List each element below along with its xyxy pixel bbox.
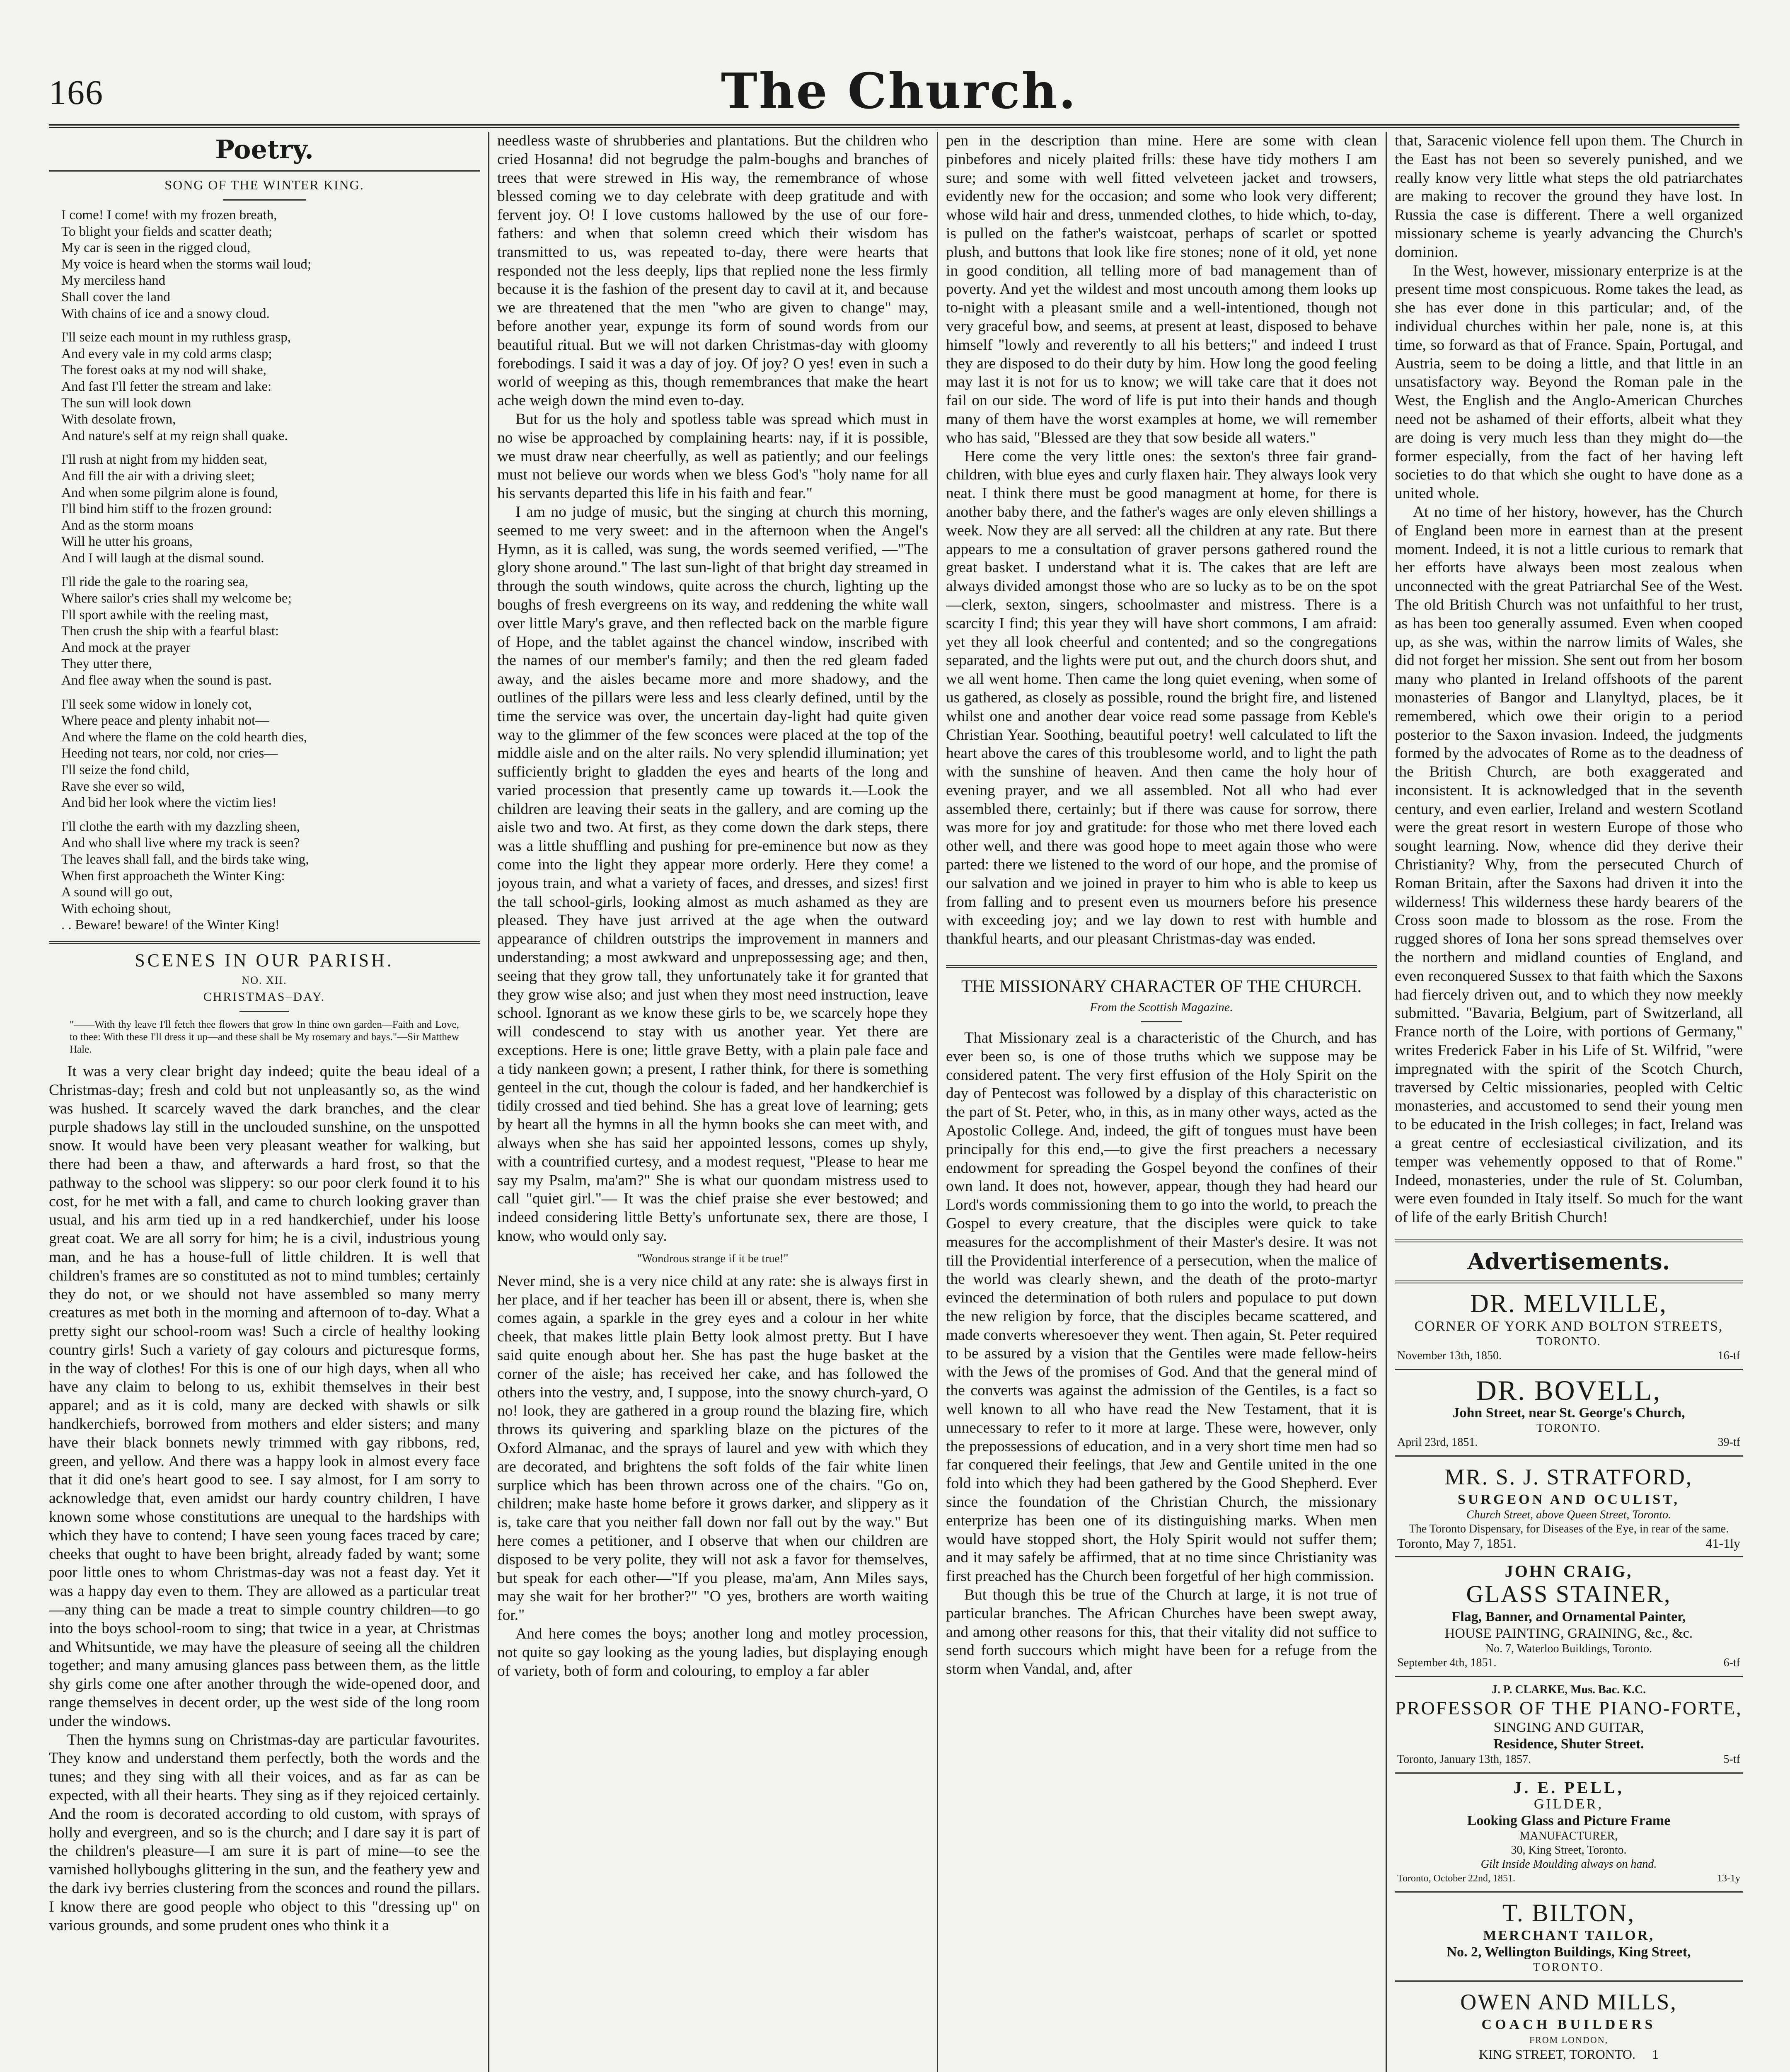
ad-code: 1 <box>1652 2047 1659 2062</box>
ad-footer <box>1395 1435 1743 1450</box>
ad-line: TORONTO. <box>1533 1961 1604 1974</box>
ad-code: 6-tf <box>1723 1656 1740 1670</box>
ad-date: November 13th, 1850. <box>1397 1349 1502 1363</box>
missionary-title: THE MISSIONARY CHARACTER OF THE CHURCH. <box>961 977 1362 997</box>
ad-line: FROM LONDON, <box>1529 2035 1609 2045</box>
ad-line: The Toronto Dispensary, for Diseases of the Eye, in rear of the same. <box>1408 1523 1729 1536</box>
ad-footer <box>1395 1536 1743 1550</box>
divider <box>1395 1239 1743 1242</box>
scenes-paragraph: Never mind, she is a very nice child at any rate: she is always first in her place, and if her teacher has been ill or absent, there is, when she comes again, a sparkle in the grey eyes and a colour in her white cheek, that makes little plain Betty look almost pretty. But I have said quite enough about her. She has past the huge basket at the corner of the aisle; has received her cake, and has followed the others into the vestry, and, I suppose, into the snowy church-yard, O no! look, they are gathered in a group round the blazing fire, which throws its quivering and sparkling blaze on the pictures of the Oxford Almanac, and the sprays of laurel and yew with which they are decorated, and brightens the soft folds of the fair white linen surplice which has been thrown across one of the chairs. "Go on, children; make haste home before it grows darker, and slippery as it is, take care that you neither fall down nor fall out by the way." But here comes a petitioner, and I observe that when our children are disposed to be very polite, they will not ask a favor for themselves, but speak for each other—"If you please, ma'am, Ann Miles says, may she wait for her brother?" "O yes, brothers are worth waiting for." <box>497 1272 928 1624</box>
scenes-paragraph: pen in the description than mine. Here are some with clean pinbefores and nicely plaited frills: these have tidy mothers I am sure; and some with well fitted velveteen jacket and trowsers, evidently new for the occasion; and some who look very different; whose wild hair and dress, unmended clothes, to hide which, to-day, is pulled on the father's waistcoat, perhaps of scarlet or spotted plush, and buttons that look like fire stones; none of it old, yet none in good condition, all telling more of bad management than of poverty. And yet the wildest and most uncouth among them looks up to-night with a pleasant smile and a well-intentioned, though not very graceful bow, and seems, at present at least, disposed to behave himself "lowly and reverently to all his betters;" and indeed I trust they are disposed to do their duty by him. How long the good feeling may last it is not for us to know; we will take care that it does not fail on our side. The word of life is put into their hands and though many of them have the worst examples at home, we will remember who has said, "Blessed are they that sow beside all waters." <box>946 132 1377 446</box>
divider <box>239 1011 289 1012</box>
ad-line: GLASS STAINER, <box>1466 1581 1671 1608</box>
poem-title: SONG OF THE WINTER KING. <box>164 177 364 192</box>
ad-date: April 23rd, 1851. <box>1397 1436 1478 1449</box>
poem-body <box>49 207 480 934</box>
scenes-paragraph: But for us the holy and spotless table was spread which must in no wise be approached by complaining hearts: nay, if it is possible, we must draw near cheerfully, as well as patiently; and our feelings must not believe our words when we bless God's "holy name for all his servants departed this life in his faith and fear." <box>497 410 928 502</box>
ad-name: MR. S. J. STRATFORD, <box>1444 1464 1693 1490</box>
ad-code: 39-tf <box>1717 1436 1740 1449</box>
column-divider <box>488 132 489 2072</box>
ad-date: Toronto, October 22nd, 1851. <box>1397 1873 1515 1884</box>
divider <box>1395 1556 1743 1557</box>
ad-code: 13-1y <box>1717 1873 1740 1884</box>
missionary-paragraph: That Missionary zeal is a characteristic of the Church, and has ever been so, is one of those truths which we suppose may be considered patent. The very first effusion of the Holy Spirit on the day of Pentecost was followed by a display of this characteristic on the part of St. Peter, who, in this, as in many other ways, acted as the Apostolic College. And, indeed, the gift of tongues must have been principally for this end,—to give the first preachers a necessary endowment for spreading the Gospel beyond the confines of their own land. It does not, however, appear, though they had heard our Lord's words commissioning them to go into the world, to preach the Gospel to every creature, that the disciples were quick to take measures for the accomplishment of their Master's desire. It was not till the Providential interference of a persecution, when the malice of the world was clearly shewn, and the death of the proto-martyr evinced the determination of both rulers and populace to put down the new religion by force, that the disciples became scattered, and made converts wheresoever they went. Then again, St. Peter required to be assured by a vision that the Gentiles were made fellow-heirs with the Jews of the promises of God. And that the general mind of the converts was against the admission of the Gentiles, is a fact so well known to all who have read the New Testament, that it is unnecessary to refer to it more at large. These were, however, only the prepossessions of education, and in a very short time men had so far conquered their feelings, that Jew and Gentile united in the one fold into which they had been gathered by the Good Shepherd. Ever since the foundation of the Christian Church, the missionary enterprize has been one of its distinguishing marks. When men would have stopped short, the Holy Spirit would not suffer them; and it may safely be affirmed, that at no time since Christianity was first preached has the Church been forgetful of her high commission. <box>946 1029 1377 1585</box>
ad-line: 30, King Street, Toronto. <box>1511 1844 1627 1857</box>
ad-line: MERCHANT TAILOR, <box>1483 1928 1655 1944</box>
column-4 <box>1395 132 1743 2072</box>
poetry-heading: Poetry. <box>215 134 314 165</box>
divider <box>1395 1280 1743 1283</box>
ad-line: PROFESSOR OF THE PIANO-FORTE, <box>1395 1697 1742 1719</box>
advertisements-heading: Advertisements. <box>1467 1248 1670 1275</box>
scenes-title: SCENES IN OUR PARISH. <box>135 950 394 971</box>
ad-line: Residence, Shuter Street. <box>1493 1736 1644 1752</box>
column-divider <box>1386 132 1387 2072</box>
column-divider <box>937 132 938 2072</box>
ad-date: September 4th, 1851. <box>1397 1656 1497 1670</box>
scenes-paragraph: And here comes the boys; another long and motley procession, not quite so gay looking as the young ladies, but displaying enough of variety, both of form and colouring, to employ a far abler <box>497 1625 928 1680</box>
ad-line: No. 7, Waterloo Buildings, Toronto. <box>1485 1642 1652 1656</box>
ad-name: OWEN AND MILLS, <box>1460 1990 1677 2015</box>
ad-line: Gilt Inside Moulding always on hand. <box>1480 1858 1657 1871</box>
divider <box>946 965 1377 968</box>
divider <box>49 941 480 944</box>
advertisement <box>1395 1779 1743 1886</box>
ad-line: GILDER, <box>1534 1796 1604 1812</box>
scenes-subtitle: CHRISTMAS–DAY. <box>203 990 326 1004</box>
ad-date: Toronto, January 13th, 1857. <box>1397 1753 1531 1766</box>
poem-stanza: I'll seek some widow in lonely cot, Where peace and plenty inhabit not— And where the flame on the cold hearth dies, Heeding not tears, nor cold, nor cries— I'll seize the fond child, Rave she ever so wild, And bid her look where the victim lies! <box>61 697 307 811</box>
ad-name: JOHN CRAIG, <box>1505 1562 1633 1581</box>
poem-stanza: I'll ride the gale to the roaring sea, Where sailor's cries shall my welcome be; I'll sport awhile with the reeling mast, Then crush the ship with a fearful blast: And mock at the prayer They utter there, And flee away when the sound is past. <box>61 574 292 688</box>
ad-line: MANUFACTURER, <box>1519 1830 1618 1843</box>
missionary-paragraph: But though this be true of the Church at large, it is not true of particular branches. The African Churches have been swept away, and among other reasons for this, that their vitality did not suffice to send forth succours which might have been for a refuge from the storm when Vandal, and, after <box>946 1586 1377 1678</box>
scenes-paragraph: I am no judge of music, but the singing at church this morning, seemed to me very sweet: and in the afternoon when the Angel's Hymn, as it is called, was sung, the words seemed verified, —"The glory shone around." The last sun-light of that bright day streamed in through the south windows, quite across the church, lighting up the boughs of fresh evergreens on its way, and reddening the white wall over little Mary's grave, and then reflected back on the marble figure of Hope, and the tablet against the chancel window, inscribed with the names of our member's family; and then the red gleam faded away, and the aisles became more and more shadowy, and the outlines of the pillars were less and less clearly defined, until by the time the service was over, the uncertain day-light had quite given way to the glimmer of the few sconces were placed at the top of the middle aisle and on the alter rails. No very splendid illumination; yet sufficiently bright to gladden the eyes and hearts of the long and varied procession that presently came up towards it.—Look the children are leaving their seats in the gallery, and are coming up the aisle two and two. At first, as they come down the dark steps, there was a little shuffling and pushing for pre-eminence but now as they come into the light they appear more orderly. Here they come! a joyous train, and what a variety of faces, and dresses, and sizes! first the tall school-girls, looking almost as much ashamed as they are pleased. They have just arrived at the age when the outward appearance of children outstrips the improvement in manners and understanding; a most awkward and unprepossessing age; and then, seeing that they grow tall, they unfortunately take it for granted that they grow wise also; and just when they most need instruction, leave school. Ignorant as we know these girls to be, we scarcely hope they will condescend to stay with us another year. Yet there are exceptions. Here is one; little grave Betty, with a plain pale face and a tidy nankeen gown; a present, I rather think, for there is something genteel in the cut, though the colour is faded, and her handkerchief is tidily crossed and tied behind. She has a great love of learning; gets by heart all the hymns in all the hymn books she can meet with, and always when she has said her appointed lessons, comes up shyly, with a countrified curtesy, and a modest request, "Please to hear me say my Psalm, ma'am?" She is what our quondam mistress used to call "quiet girl."— It was the chief praise she ever bestowed; and indeed considering little Betty's unfortunate sex, there are those, I know, who would only say. <box>497 503 928 1245</box>
scenes-number: NO. XII. <box>242 974 287 986</box>
advertisement <box>1395 1462 1743 1550</box>
ad-name: J. P. CLARKE, Mus. Bac. K.C. <box>1491 1683 1646 1697</box>
missionary-source: From the Scottish Magazine. <box>1090 1000 1233 1014</box>
poem-stanza: I'll clothe the earth with my dazzling sheen, And who shall live where my track is seen? The leaves shall fall, and the birds take wing, When first approacheth the Winter King: A sound will go out, With echoing shout, . . Beware! beware! of the Winter King! <box>61 819 309 933</box>
ad-line: Church Street, above Queen Street, Toronto. <box>1466 1508 1671 1522</box>
ad-line: John Street, near St. George's Church, <box>1452 1405 1685 1421</box>
missionary-paragraph: In the West, however, missionary enterprize is at the present time most conspicuous. Rome takes the lead, as she has ever done in this particular; and, of the individual churches within her pale, none is, at this time, so forward as that of France. Spain, Portugal, and Austria, seem to be doing a little, and that little in an unsatisfactory way. Beyond the Roman pale in the West, the English and the Anglo-American Churches need not be ashamed of their efforts, albeit what they are doing is very much less than they might do—the former especially, from the fact of her having left societies to do that which she ought to have done as a united whole. <box>1395 262 1743 502</box>
missionary-paragraph: At no time of her history, however, has the Church of England been more in earnest than at the present moment. Indeed, it is not a little curious to remark that her efforts have always been most zealous when unconnected with the great Patriarchal See of the West. The old British Church was not unfaithful to her trust, as has been too generally assumed. Even when cooped up, as she was, within the narrow limits of Wales, she did not forget her mission. She sent out from her bosom many who planted in Ireland offshoots of the parent monasteries of Bangor and Llanyltyd, places, be it remembered, which owe their origin to a period posterior to the Saxon invasion. Indeed, the judgments formed by the advocates of Rome as to the deadness of the British Church, are both exaggerated and inconsistent. It is acknowledged that in the seventh century, and even earlier, Ireland and western Scotland were the great resort in western Europe of those who sought learning. Now, whence did they derive their Christianity? Why, from the persecuted Church of Roman Britain, after the Saxons had driven it into the wilderness! This wilderness these hardy bearers of the Cross soon made to blossom as the rose. From the rugged shores of Iona her sons spread themselves over the northern and midland counties of England, and even reconquered Sussex to that faith which the Saxons had fiercely driven out, and to which they now meekly submitted. "Bavaria, Belgium, part of Switzerland, all France north of the Loire, with portions of Germany," writes Frederick Faber in his Life of St. Wilfrid, "were impregnated with the spirit of the Scotch Church, traversed by Celtic missionaries, peopled with Celtic monasteries, and accustomed to send their young men to be educated in the Irish colleges; in fact, Ireland was a great centre of ecclesiastical civilization, and its temper was vehemently opposed to that of Rome." Indeed, monasteries, under the rule of St. Columban, were even founded in Italy itself. So much for the want of life of the early British Church! <box>1395 503 1743 1226</box>
ad-line: Flag, Banner, and Ornamental Painter, <box>1451 1609 1686 1625</box>
ad-name: DR. BOVELL, <box>1476 1375 1662 1406</box>
poem-stanza: I'll rush at night from my hidden seat, And fill the air with a driving sleet; And when some pilgrim alone is found, I'll bind him stiff to the frozen ground: And as the storm moans Will he utter his groans, And I will laugh at the dismal sound. <box>61 452 278 566</box>
ad-footer <box>1395 1752 1743 1767</box>
ad-date: Toronto, May 7, 1851. <box>1397 1536 1517 1551</box>
scenes-epigraph: "——With thy leave I'll fetch thee flowers that grow In thine own garden—Faith and Love, to thee: With these I'll dress it up—and these shall be My rosemary and bays."—Sir Matthew Hale. <box>70 1019 459 1055</box>
page-number: 166 <box>49 73 104 112</box>
divider <box>1395 1676 1743 1677</box>
ad-line: TORONTO. <box>1536 1422 1601 1435</box>
divider <box>1395 1891 1743 1893</box>
divider <box>1395 1980 1743 1982</box>
column-1 <box>49 132 480 2072</box>
ad-footer <box>1395 2047 1743 2061</box>
ad-code: 5-tf <box>1723 1753 1740 1766</box>
scenes-paragraph: Here come the very little ones: the sexton's three fair grand-children, with blue eyes and curly flaxen hair. They always look very neat. I think there must be good managment at home, for there is another baby there, and the father's wages are only eleven shillings a week. Now they are all served: all the children at any rate. But there appears to me a consultation of graver persons gathered round the great basket. I understand what it is. The cakes that are left are always divided amongst those who are so lucky as to be on the spot—clerk, sexton, singers, schoolmaster and mistress. There is a scarcity I find; this year they will have short commons, I am afraid: yet they all look cheerful and contented; and so the congregations separated, and the lights were put out, and the church doors shut, and we all went home. Then came the long quiet evening, when some of us gathered, as closely as possible, round the bright fire, and listened whilst one and another dear voice read some passage from Keble's Christian Year. Soothing, beautiful poetry! well calculated to lift the heart above the cares of this troublesome world, and to light the path with the sunshine of heaven. And then came the holy hour of evening prayer, and we all assembled. Not all who had ever assembled there, certainly; but if there was cause for sorrow, there was more for joy and gratitude: for those who met there loved each other well, and there was good hope to meet again those who were parted: there we listened to the word of our hope, and the promise of our salvation and we joined in prayer to him who is able to keep us from falling and to present even us mourners before his presence with exceeding joy; and we lay down to rest with humble and thankful hearts, and our pleasant Christmas-day was ended. <box>946 448 1377 948</box>
column-3 <box>946 132 1377 2072</box>
ad-line: CORNER OF YORK AND BOLTON STREETS, <box>1414 1319 1723 1334</box>
ad-code: 41-1ly <box>1705 1536 1740 1551</box>
advertisement <box>1395 1289 1743 1363</box>
ad-name: DR. MELVILLE, <box>1470 1290 1667 1318</box>
advertisement <box>1395 1683 1743 1767</box>
ad-line: No. 2, Wellington Buildings, King Street, <box>1447 1944 1691 1960</box>
ad-code: 16-tf <box>1717 1349 1740 1363</box>
ad-footer <box>1395 1871 1743 1886</box>
ad-line: TORONTO. <box>1536 1335 1601 1348</box>
ad-footer <box>1395 1656 1743 1670</box>
poem-stanza: I'll seize each mount in my ruthless grasp, And every vale in my cold arms clasp; The forest oaks at my nod will shake, And fast I'll fetter the stream and lake: The sun will look down With desolate frown, And nature's self at my reign shall quake. <box>61 330 291 443</box>
advertisement <box>1395 1563 1743 1670</box>
column-2 <box>497 132 928 2072</box>
ad-line: KING STREET, TORONTO. <box>1478 2047 1636 2062</box>
quote-line: "Wondrous strange if it be true!" <box>637 1252 789 1265</box>
ad-line: SURGEON AND OCULIST, <box>1458 1492 1680 1508</box>
divider <box>1395 1772 1743 1774</box>
scenes-paragraph: Then the hymns sung on Christmas-day are particular favourites. They know and understand them perfectly, both the words and the tunes; and they sing with all their voices, and as far as can be expected, with all their hearts. They sing as if they rejoiced certainly. And the room is decorated according to old custom, with sprays of holly and evergreen, and so is the church; and I dare say it is part of the children's pleasure—I am sure it is part of mine—to see the varnished hollyboughs glittering in the sun, and the feathery yew and the dark ivy berries clustering from the sconces and round the pillars. I know there are good people who object to this "dressing up" on various grounds, and some prudent ones who think it a <box>49 1731 480 1934</box>
ad-name: T. BILTON, <box>1502 1899 1635 1927</box>
divider <box>1395 1369 1743 1370</box>
ad-line: Looking Glass and Picture Frame <box>1467 1813 1671 1829</box>
scenes-paragraph: It was a very clear bright day indeed; quite the beau ideal of a Christmas-day; fresh and cold but not unpleasantly so, as the wind was hushed. It scarcely waved the dark branches, and the clear purple shadows lay still in the unclouded sunshine, on the unspotted snow. It would have been very pleasant weather for walking, but there had been a thaw, and afterwards a hard frost, so that the pathway to the school was slippery: so our poor clerk found it to his cost, for he met with a fall, and came to church looking graver than usual, and his arm tied up in a red handkerchief, under his loose great coat. We are all sorry for him; he is a civil, industrious young man, and he has a house-full of little children. It is well that children's frames are so constituted as not to mind tumbles; certainly they do not, or we should not have assembled so many merry creatures as met both in the morning and afternoon of to-day. What a pretty sight our school-room was! Such a circle of healthy looking country girls! Such a variety of gay colours and picturesque forms, in the way of clothes! For this is one of our high days, when all who have any claim to belong to us, exhibit themselves in their best apparel; and as it is cold, many are decked with shawls or silk handkerchiefs, borrowed from mothers and elder sisters; and many have their black bonnets newly trimmed with gay ribbons, red, green, and yellow. And there was a happy look in almost every face that it did one's heart good to see. I say almost, for I am sorry to acknowledge that, even amidst our hardy country children, I have known some whose constitutions are unequal to the hardships with which they have to contend; I have seen young faces traced by care; cheeks that ought to have been bright, already faded by want; some poor little ones to whom Christmas-day was not a feast day. Yet it was a happy day even to them. They are allowed as a particular treat—any thing can be made a treat to simple country children—to go into the boys school-room to sing; that twice in a year, at Christmas and Whitsuntide, we may have the pleasure of seeing all the children together; and many amusing glances pass between them, as the little shy girls come one after another through the wide-opened door, and range themselves in decent order, up the west side of the long room under the windows. <box>49 1063 480 1730</box>
divider <box>1141 1021 1182 1022</box>
ad-line: COACH BUILDERS <box>1481 2017 1656 2033</box>
ad-footer <box>1395 1349 1743 1363</box>
advertisement <box>1395 1376 1743 1450</box>
poem-stanza: I come! I come! with my frozen breath, To blight your fields and scatter death; My car is seen in the rigged cloud, My voice is heard when the storms wail loud; My merciless hand Shall cover the land With chains of ice and a snowy cloud. <box>61 208 312 321</box>
ad-line: HOUSE PAINTING, GRAINING, &c., &c. <box>1444 1626 1693 1641</box>
ad-name: J. E. PELL, <box>1513 1778 1624 1797</box>
header-rule <box>49 124 1739 128</box>
advertisement <box>1395 1898 1743 1975</box>
divider <box>223 199 306 201</box>
scenes-paragraph: needless waste of shrubberies and plantations. But the children who cried Hosanna! did not begrudge the palm-boughs and branches of trees that were strewed in His way, the remembrance of whose blessed coming we to day celebrate with deep gratitude and with fervent joy. O! I love customs hallowed by the use of our fore-fathers: and when that solemn creed which their wisdom has transmitted to us, was repeated to-day, there were hearts that responded not the less deeply, lips that replied none the less firmly because it is the fashion of the present day to cavil at it, and because we are threatened that the men "who are given to change" may, before another year, expunge its form of sound words from our beautiful ritual. But we will not darken Christmas-day with gloomy forebodings. I said it was a day of joy. Of joy? O yes! even in such a world of weeping as this, though remembrances that make the heart ache weigh down the mind even to-day. <box>497 132 928 409</box>
missionary-paragraph: that, Saracenic violence fell upon them. The Church in the East has not been so severely punished, and we really know very little what steps the old patriarchates are making to recover the ground they have lost. In Russia the case is different. There a well organized missionary scheme is yearly advancing the Church's dominion. <box>1395 132 1743 261</box>
advertisement <box>1395 1987 1743 2061</box>
divider <box>1395 1455 1743 1457</box>
masthead-title: The Church. <box>721 62 1078 120</box>
divider <box>49 170 480 172</box>
ad-line: SINGING AND GUITAR, <box>1493 1720 1644 1736</box>
